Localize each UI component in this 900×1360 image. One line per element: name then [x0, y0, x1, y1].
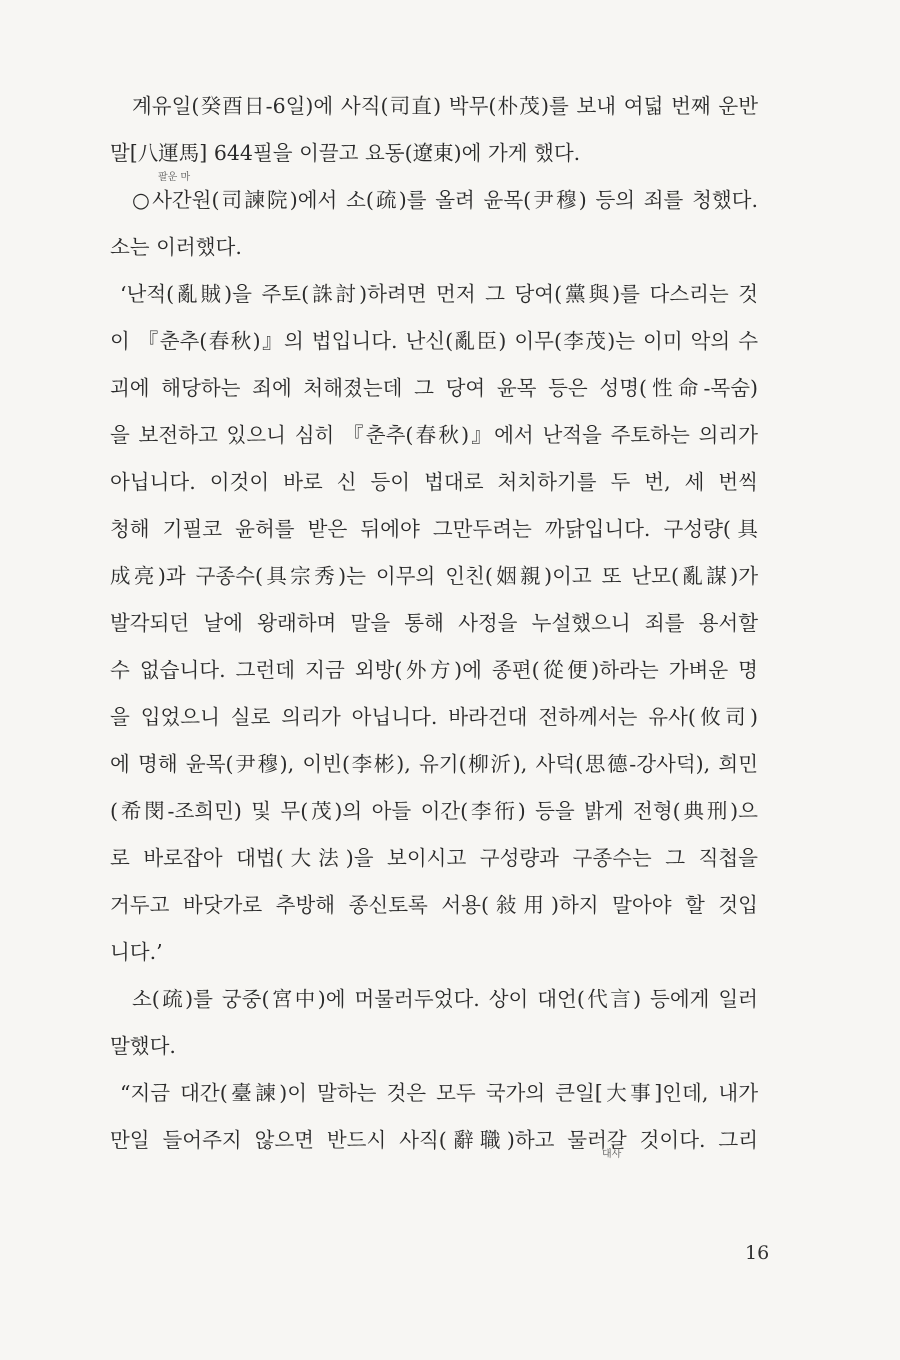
text-line: 로 바로잡아 대법(大法)을 보이시고 구성량과 구종수는 그 직첩을	[110, 846, 758, 870]
ruby-annotation: 대사	[602, 1149, 622, 1160]
text-line: 말했다.	[110, 1034, 176, 1058]
text-line: ‘난적(亂賊)을 주토(誅討)하려면 먼저 그 당여(黨與)를 다스리는 것	[120, 282, 758, 306]
text-line: (希閔-조희민) 및 무(茂)의 아들 이간(李衎) 등을 밝게 전형(典刑)으	[110, 799, 758, 823]
text-line: 아닙니다. 이것이 바로 신 등이 법대로 처치하기를 두 번, 세 번씩	[110, 470, 758, 494]
text-line: 괴에 해당하는 죄에 처해졌는데 그 당여 윤목 등은 성명(性命-목숨)	[110, 376, 758, 400]
text-line: 소(疏)를 궁중(宮中)에 머물러두었다. 상이 대언(代言) 등에게 일러	[132, 987, 758, 1011]
text-line: 만일 들어주지 않으면 반드시 사직(辭職)하고 물러갈 것이다. 그리	[110, 1128, 758, 1152]
text-line: 수 없습니다. 그런데 지금 외방(外方)에 종편(從便)하라는 가벼운 명	[110, 658, 758, 682]
text-line: “지금 대간(臺諫)이 말하는 것은 모두 국가의 큰일[大事]인데, 내가	[120, 1081, 758, 1105]
text-line: 이 『춘추(春秋)』의 법입니다. 난신(亂臣) 이무(李茂)는 이미 악의 수	[110, 329, 758, 353]
text-line: 발각되던 날에 왕래하며 말을 통해 사정을 누설했으니 죄를 용서할	[110, 611, 758, 635]
text-line: ○사간원(司諫院)에서 소(疏)를 올려 윤목(尹穆) 등의 죄를 청했다.	[132, 188, 758, 212]
text-line: 말[八運馬] 644필을 이끌고 요동(遼東)에 가게 했다.	[110, 141, 581, 165]
text-line: 거두고 바닷가로 추방해 종신토록 서용(敍用)하지 말아야 할 것입	[110, 893, 758, 917]
text-line: 니다.’	[110, 940, 163, 964]
text-line: 을 입었으니 실로 의리가 아닙니다. 바라건대 전하께서는 유사(攸司)	[110, 705, 758, 729]
page-number: 16	[745, 1242, 770, 1264]
body-text	[110, 86, 758, 1167]
ruby-annotation: 팔운 마	[158, 172, 191, 183]
text-line: 成亮)과 구종수(具宗秀)는 이무의 인친(姻親)이고 또 난모(亂謀)가	[110, 564, 758, 588]
text-line: 청해 기필코 윤허를 받은 뒤에야 그만두려는 까닭입니다. 구성량(具	[110, 517, 758, 541]
text-line: 계유일(癸酉日-6일)에 사직(司直) 박무(朴茂)를 보내 여덟 번째 운반	[132, 94, 758, 118]
text-line: 소는 이러했다.	[110, 235, 242, 259]
text-line: 을 보전하고 있으니 심히 『춘추(春秋)』에서 난적을 주토하는 의리가	[110, 423, 758, 447]
text-line: 에 명해 윤목(尹穆), 이빈(李彬), 유기(柳沂), 사덕(思德-강사덕), 희민	[110, 752, 758, 776]
